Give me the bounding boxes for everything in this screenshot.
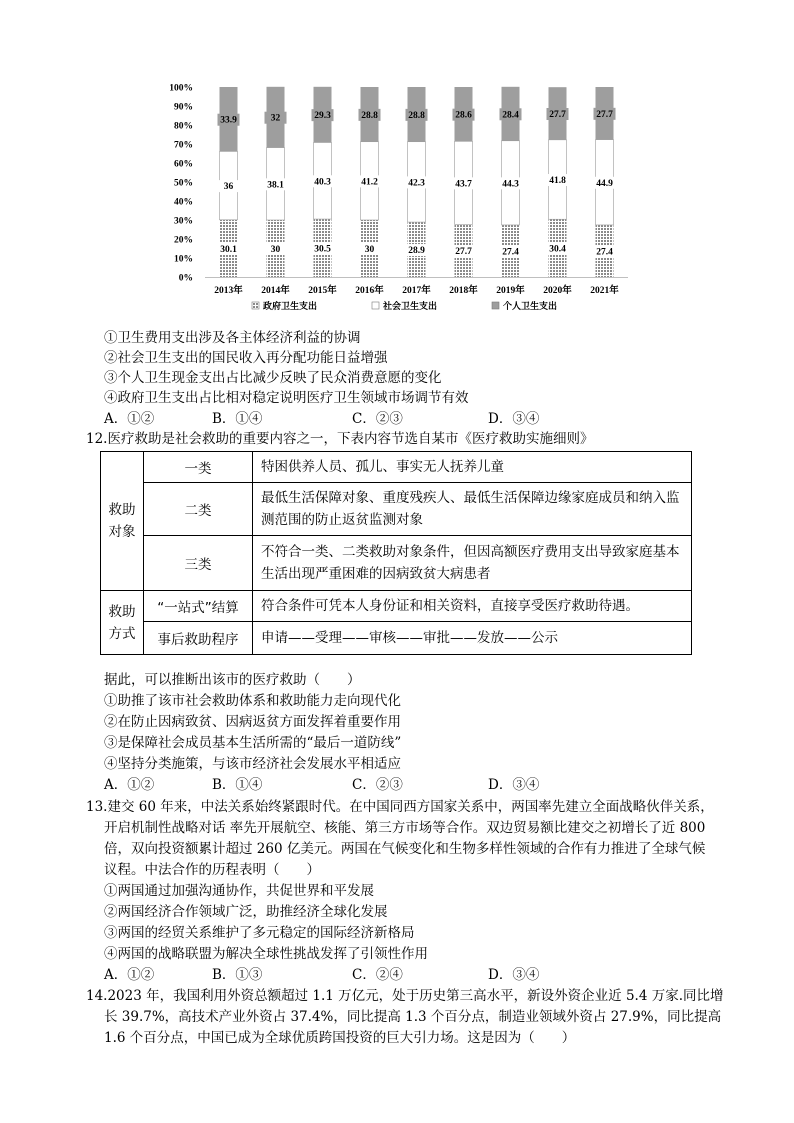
aid-method-header	[101, 591, 144, 655]
q13-option-2: ②两国经济合作领域广泛，助推经济全球化发展	[104, 904, 388, 920]
table-row	[101, 622, 692, 655]
q11-option-2: ②社会卫生支出的国民收入再分配功能日益增强	[104, 350, 388, 366]
q13-stem-line-2: 开启机制性战略对话 率先开展航空、核能、第三方市场等合作。双边贸易额比建交之初增长了近 800	[104, 820, 706, 836]
q12-option-3: ③是保障社会成员基本生活所需的“最后一道防线”	[104, 735, 402, 751]
q11-option-4: ④政府卫生支出占比相对稳定说明医疗卫生领域市场调节有效	[104, 390, 469, 406]
table-row	[101, 483, 692, 536]
q13-stem-line-3: 倍，双向投资额累计超过 260 亿美元。两国在气候变化和生物多样性领域的合作有力推进了全球气候	[104, 841, 706, 857]
legend-label: 社会卫生支出	[383, 301, 438, 311]
table-row	[101, 536, 692, 591]
aid-target-header-1: 救助	[108, 502, 136, 518]
q12-choice-d[interactable]: D．③④	[488, 777, 540, 793]
q12-option-1: ①助推了该市社会救助体系和救助能力走向现代化	[104, 693, 401, 709]
q11-choice-d[interactable]: D．③④	[488, 411, 540, 427]
table-row	[101, 591, 692, 622]
y-tick-label: 20%	[174, 235, 193, 246]
legend-swatch	[372, 302, 379, 309]
data-label: 28.9	[408, 246, 425, 257]
data-label: 36	[223, 182, 234, 193]
q13-stem-line-4: 议程。中法合作的历程表明（ ）	[104, 862, 320, 878]
data-label: 27.7	[596, 109, 613, 120]
data-label: 27.4	[502, 247, 519, 258]
legend-swatch	[252, 302, 259, 309]
q12-choice-b[interactable]: B．①④	[212, 777, 263, 793]
q12-option-4: ④坚持分类施策，与该市经济社会发展水平相适应	[104, 756, 401, 772]
y-tick-label: 60%	[174, 159, 193, 170]
x-tick-label: 2017年	[402, 286, 431, 296]
q14-stem-line-2: 长 39.7%，高技术产业外资占 37.4%，同比提高 1.3 个百分点，制造业领域外资占 27.9%，同比提高	[104, 1009, 722, 1025]
aid-method-header-1: 救助	[108, 603, 136, 620]
row4-description: 符合条件可凭本人身份证和相关资料，直接享受医疗救助待遇。	[253, 591, 692, 622]
data-label: 32	[270, 113, 281, 124]
y-tick-label: 10%	[174, 254, 193, 265]
x-tick-label: 2018年	[449, 286, 478, 296]
data-label: 27.4	[596, 247, 613, 258]
x-tick-label: 2014年	[261, 286, 290, 296]
q13-choices	[104, 965, 588, 985]
q12-choice-c[interactable]: C．②③	[352, 777, 403, 793]
data-label: 44.9	[596, 178, 613, 189]
row2-description: 最低生活保障对象、重度残疾人、最低生活保障边缘家庭成员和纳入监测范围的防止返贫监测对象	[253, 483, 692, 536]
q13-option-1: ①两国通过加强沟通协作，共促世界和平发展	[104, 883, 374, 899]
data-label: 44.3	[502, 179, 519, 190]
legend-label: 个人卫生支出	[503, 301, 558, 311]
q13-option-3: ③两国的经贸关系维护了多元稳定的国际经济新格局	[104, 925, 415, 941]
q12-choices	[104, 775, 588, 795]
x-tick-label: 2016年	[355, 286, 384, 296]
data-label: 27.7	[455, 247, 472, 258]
aid-target-header-2: 对象	[108, 524, 136, 540]
data-label: 33.9	[220, 115, 237, 126]
y-tick-label: 90%	[174, 102, 193, 113]
q11-choice-c[interactable]: C．②③	[352, 411, 403, 427]
row5-category: 事后救助程序	[144, 622, 253, 655]
q14-stem-line-1: 14.2023 年，我国利用外资总额超过 1.1 万亿元，处于历史第三高水平，新设外资企业近 5.4 万家.同比增	[86, 988, 724, 1004]
q13-choice-a[interactable]: A．①②	[104, 967, 155, 983]
data-label: 41.8	[549, 176, 566, 187]
data-label: 28.8	[361, 110, 378, 121]
legend-swatch	[492, 302, 499, 309]
data-label: 29.3	[314, 111, 331, 122]
x-tick-label: 2019年	[496, 286, 525, 296]
row4-category: “一站式”结算	[144, 591, 253, 622]
x-tick-label: 2021年	[590, 286, 619, 296]
aid-method-header-2: 方式	[108, 625, 136, 642]
row2-category: 二类	[144, 483, 253, 536]
y-tick-label: 100%	[169, 83, 193, 94]
q13-choice-c[interactable]: C．②④	[352, 967, 403, 983]
y-tick-label: 0%	[178, 273, 193, 284]
data-label: 30	[270, 245, 281, 255]
q11-option-1: ①卫生费用支出涉及各主体经济利益的协调	[104, 330, 361, 346]
data-label: 30.5	[314, 244, 331, 255]
x-tick-label: 2020年	[543, 286, 572, 296]
table-row	[101, 452, 692, 483]
data-label: 41.2	[361, 177, 378, 188]
y-tick-label: 30%	[174, 216, 193, 227]
y-tick-label: 80%	[174, 121, 193, 132]
y-tick-label: 50%	[174, 178, 193, 189]
data-label: 43.7	[455, 179, 472, 190]
q12-lead: 据此，可以推断出该市的医疗救助（ ）	[104, 672, 361, 688]
q13-stem-line-1: 13.建交 60 年来，中法关系始终紧跟时代。在中国同西方国家关系中，两国率先建立全面战略伙伴关系，	[86, 799, 714, 815]
data-label: 30	[364, 245, 375, 255]
data-label: 28.6	[455, 110, 472, 121]
legend-label: 政府卫生支出	[263, 301, 318, 311]
data-label: 28.4	[502, 110, 519, 121]
q13-option-4: ④两国的战略联盟为解决全球性挑战发挥了引领性作用	[104, 946, 428, 962]
q12-choice-a[interactable]: A．①②	[104, 777, 155, 793]
data-label: 27.7	[549, 110, 566, 121]
q12-option-2: ②在防止因病致贫、因病返贫方面发挥着重要作用	[104, 714, 401, 730]
q11-choices	[104, 409, 588, 429]
q11-choice-b[interactable]: B．①④	[212, 411, 263, 427]
medical-aid-table	[100, 451, 692, 655]
q12-stem: 12.医疗救助是社会救助的重要内容之一，下表内容节选自某市《医疗救助实施细则》	[86, 431, 594, 447]
data-label: 28.8	[408, 110, 425, 121]
health-expenditure-chart	[160, 78, 630, 323]
q13-choice-b[interactable]: B．①③	[212, 967, 263, 983]
data-label: 30.1	[220, 244, 237, 255]
data-label: 38.1	[267, 180, 284, 191]
q14-stem-line-3: 1.6 个百分点，中国已成为全球优质跨国投资的巨大引力场。这是因为（ ）	[104, 1030, 576, 1046]
aid-target-header	[101, 452, 144, 591]
y-tick-label: 40%	[174, 197, 193, 208]
row3-description: 不符合一类、二类救助对象条件，但因高额医疗费用支出导致家庭基本生活出现严重困难的因病致贫大病患者	[253, 536, 692, 591]
x-tick-label: 2015年	[308, 286, 337, 296]
row1-description: 特困供养人员、孤儿、事实无人抚养儿童	[253, 452, 692, 483]
q11-choice-a[interactable]: A．①②	[104, 411, 155, 427]
data-label: 40.3	[314, 177, 331, 188]
q11-option-3: ③个人卫生现金支出占比减少反映了民众消费意愿的变化	[104, 370, 442, 386]
row5-description: 申请——受理——审核——审批——发放——公示	[253, 622, 692, 655]
data-label: 42.3	[408, 178, 425, 189]
data-label: 30.4	[549, 244, 566, 255]
q13-choice-d[interactable]: D．③④	[488, 967, 540, 983]
row1-category: 一类	[144, 452, 253, 483]
x-tick-label: 2013年	[214, 286, 243, 296]
y-tick-label: 70%	[174, 140, 193, 151]
row3-category: 三类	[144, 536, 253, 591]
